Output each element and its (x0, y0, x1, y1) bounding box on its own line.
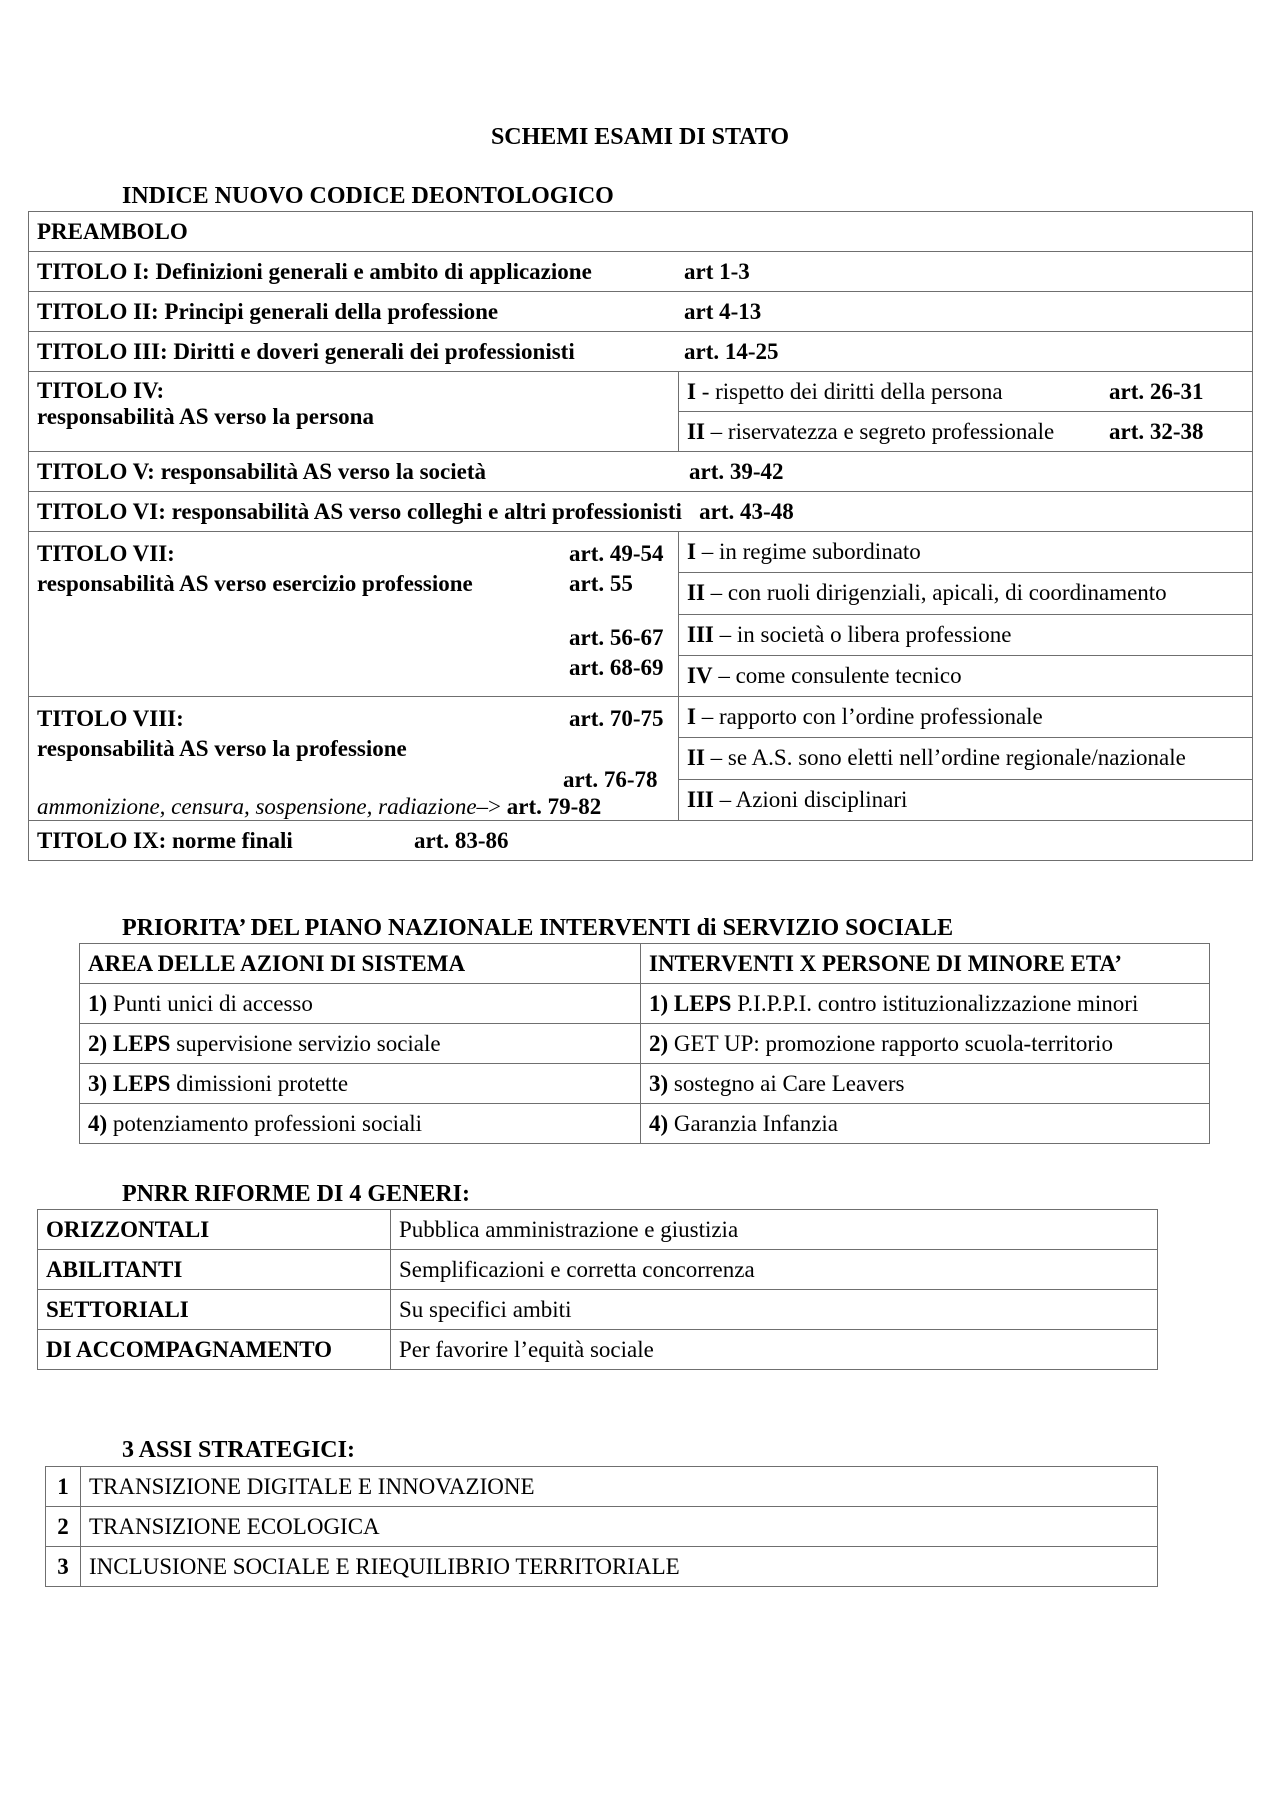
item-text: potenziamento professioni sociali (107, 1110, 423, 1136)
table-row (29, 332, 1253, 372)
titolo-8-capo-2 (679, 738, 1253, 779)
titolo-5-art: art. 39-42 (689, 458, 784, 484)
priorita-cell (641, 1024, 1210, 1064)
item-number: 1) (88, 990, 108, 1016)
sanzioni-text: ammonizione, censura, sospensione, radiazione (37, 794, 477, 819)
priorita-cell (80, 1064, 641, 1104)
capo-text: – in regime subordinato (695, 539, 921, 565)
table-row (29, 821, 1253, 861)
table-row (29, 292, 1253, 332)
titolo-6-label: TITOLO VI: responsabilità AS verso colleghi e altri professionisti (37, 498, 682, 524)
titolo-8-art: art. 70-75 (569, 706, 664, 731)
titolo-9-label: TITOLO IX: norme finali (37, 827, 293, 853)
pnrr-heading: PNRR RIFORME DI 4 GENERI: (122, 1181, 470, 1207)
capo-text: – in società o libera professione (713, 621, 1012, 647)
titolo-8-label: TITOLO VIII: (37, 706, 184, 731)
table-row (80, 944, 1210, 984)
asse-text: TRANSIZIONE ECOLOGICA (81, 1507, 1158, 1547)
item-text: GET UP: promozione rapporto scuola-territorio (668, 1030, 1113, 1056)
table-row (80, 1024, 1210, 1064)
titolo-8-cell (29, 697, 679, 821)
table-row (38, 1210, 1158, 1250)
item-text: sostegno ai Care Leavers (668, 1070, 905, 1096)
titolo-5-cell (29, 452, 1253, 492)
capo-text: – riservatezza e segreto professionale (704, 418, 1055, 444)
titolo-7-sub: responsabilità AS verso esercizio professione (37, 571, 473, 596)
titolo-3-label: TITOLO III: Diritti e doveri generali dei professionisti (37, 338, 575, 364)
titolo-8-art: art. 76-78 (563, 767, 658, 792)
priorita-cell (641, 984, 1210, 1024)
priorita-table (79, 943, 1210, 1144)
titolo-5-label: TITOLO V: responsabilità AS verso la società (37, 458, 486, 484)
table-row (80, 984, 1210, 1024)
table-row (38, 1290, 1158, 1330)
capo-number: III (687, 786, 714, 812)
item-number: 2) (649, 1030, 669, 1056)
titolo-7-art: art. 56-67 (569, 625, 664, 650)
codice-table (28, 211, 1253, 861)
asse-text: TRANSIZIONE DIGITALE E INNOVAZIONE (81, 1467, 1158, 1507)
capo-number: I (687, 704, 696, 730)
pnrr-key: SETTORIALI (38, 1290, 391, 1330)
asse-number: 3 (46, 1547, 81, 1587)
titolo-1-art: art 1-3 (684, 258, 750, 284)
titolo-8-capo-3 (679, 779, 1253, 820)
priorita-col2-header: INTERVENTI X PERSONE DI MINORE ETA’ (641, 944, 1210, 984)
pnrr-key: ABILITANTI (38, 1250, 391, 1290)
codice-heading: INDICE NUOVO CODICE DEONTOLOGICO (122, 183, 614, 209)
capo-number: I (687, 539, 696, 565)
titolo-2-art: art 4-13 (684, 298, 762, 324)
item-number: 4) (88, 1110, 108, 1136)
titolo-8-art: art. 79-82 (506, 794, 602, 819)
item-number: 1) LEPS (649, 990, 732, 1016)
item-text: Punti unici di accesso (107, 990, 313, 1016)
titolo-3-art: art. 14-25 (684, 338, 779, 364)
titolo-8-sanzioni-line (37, 794, 601, 820)
titolo-3-cell (29, 332, 1253, 372)
table-row (29, 697, 1253, 738)
titolo-1-cell (29, 252, 1253, 292)
assi-table (45, 1466, 1158, 1587)
asse-number: 2 (46, 1507, 81, 1547)
priorita-cell (80, 984, 641, 1024)
titolo-7-art: art. 55 (569, 571, 633, 596)
capo-number: III (687, 621, 714, 647)
pnrr-value: Pubblica amministrazione e giustizia (391, 1210, 1158, 1250)
asse-number: 1 (46, 1467, 81, 1507)
pnrr-value: Per favorire l’equità sociale (391, 1330, 1158, 1370)
capo-text: – rapporto con l’ordine professionale (695, 704, 1043, 730)
capo-text: – con ruoli dirigenziali, apicali, di coordinamento (704, 580, 1167, 606)
titolo-6-art: art. 43-48 (699, 498, 794, 524)
titolo-2-cell (29, 292, 1253, 332)
item-number: 3) LEPS (88, 1070, 171, 1096)
titolo-7-art: art. 49-54 (569, 541, 664, 566)
table-row (29, 452, 1253, 492)
item-number: 3) (649, 1070, 669, 1096)
table-row (38, 1330, 1158, 1370)
titolo-8-capo-1 (679, 697, 1253, 738)
pnrr-value: Su specifici ambiti (391, 1290, 1158, 1330)
priorita-cell (80, 1104, 641, 1144)
capo-number: I (687, 378, 696, 404)
titolo-7-cell (29, 532, 679, 697)
item-number: 2) LEPS (88, 1030, 171, 1056)
capo-text: - rispetto dei diritti della persona (695, 378, 1003, 404)
priorita-cell (80, 1024, 641, 1064)
capo-text: – Azioni disciplinari (713, 786, 908, 812)
table-row (29, 372, 1253, 412)
item-text: Garanzia Infanzia (668, 1110, 838, 1136)
arrow-glyph: –> (476, 794, 502, 819)
document-title: SCHEMI ESAMI DI STATO (490, 124, 790, 150)
item-text: P.I.P.P.I. contro istituzionalizzazione minori (731, 990, 1139, 1016)
titolo-9-cell (29, 821, 1253, 861)
table-row (29, 252, 1253, 292)
priorita-cell (641, 1104, 1210, 1144)
table-row (80, 1104, 1210, 1144)
item-text: supervisione servizio sociale (170, 1030, 441, 1056)
titolo-4-sub: responsabilità AS verso la persona (37, 404, 374, 429)
titolo-4-cell (29, 372, 679, 452)
pnrr-key: DI ACCOMPAGNAMENTO (38, 1330, 391, 1370)
pnrr-table (37, 1209, 1158, 1370)
capo-art: art. 26-31 (1109, 378, 1204, 404)
table-row (46, 1507, 1158, 1547)
table-row (80, 1064, 1210, 1104)
titolo-2-label: TITOLO II: Principi generali della professione (37, 298, 499, 324)
table-row (38, 1250, 1158, 1290)
priorita-heading: PRIORITA’ DEL PIANO NAZIONALE INTERVENTI di SERVIZIO SOCIALE (122, 915, 954, 941)
capo-number: IV (687, 662, 713, 688)
table-row (29, 212, 1253, 252)
capo-text: – se A.S. sono eletti nell’ordine regionale/nazionale (704, 745, 1186, 771)
titolo-7-art: art. 68-69 (569, 655, 664, 680)
table-row (29, 532, 1253, 573)
capo-text: – come consulente tecnico (712, 662, 962, 688)
table-row (46, 1547, 1158, 1587)
titolo-6-cell (29, 492, 1253, 532)
capo-art: art. 32-38 (1109, 418, 1204, 444)
titolo-7-label: TITOLO VII: (37, 541, 175, 566)
priorita-col1-header: AREA DELLE AZIONI DI SISTEMA (80, 944, 641, 984)
assi-heading: 3 ASSI STRATEGICI: (122, 1437, 355, 1463)
preambolo-cell: PREAMBOLO (29, 212, 1253, 252)
capo-number: II (687, 745, 705, 771)
titolo-1-label: TITOLO I: Definizioni generali e ambito di applicazione (37, 258, 592, 284)
table-row (46, 1467, 1158, 1507)
titolo-4-capo-1 (679, 372, 1253, 412)
asse-text: INCLUSIONE SOCIALE E RIEQUILIBRIO TERRITORIALE (81, 1547, 1158, 1587)
titolo-7-capo-1 (679, 532, 1253, 573)
titolo-4-capo-2 (679, 412, 1253, 452)
item-number: 4) (649, 1110, 669, 1136)
pnrr-key: ORIZZONTALI (38, 1210, 391, 1250)
pnrr-value: Semplificazioni e corretta concorrenza (391, 1250, 1158, 1290)
titolo-7-capo-3 (679, 614, 1253, 655)
priorita-cell (641, 1064, 1210, 1104)
titolo-9-art: art. 83-86 (414, 827, 509, 853)
capo-number: II (687, 580, 705, 606)
item-text: dimissioni protette (170, 1070, 349, 1096)
titolo-4-label: TITOLO IV: (37, 378, 165, 403)
titolo-7-capo-2 (679, 573, 1253, 614)
capo-number: II (687, 418, 705, 444)
titolo-8-sub: responsabilità AS verso la professione (37, 736, 407, 761)
table-row (29, 492, 1253, 532)
titolo-7-capo-4 (679, 655, 1253, 696)
